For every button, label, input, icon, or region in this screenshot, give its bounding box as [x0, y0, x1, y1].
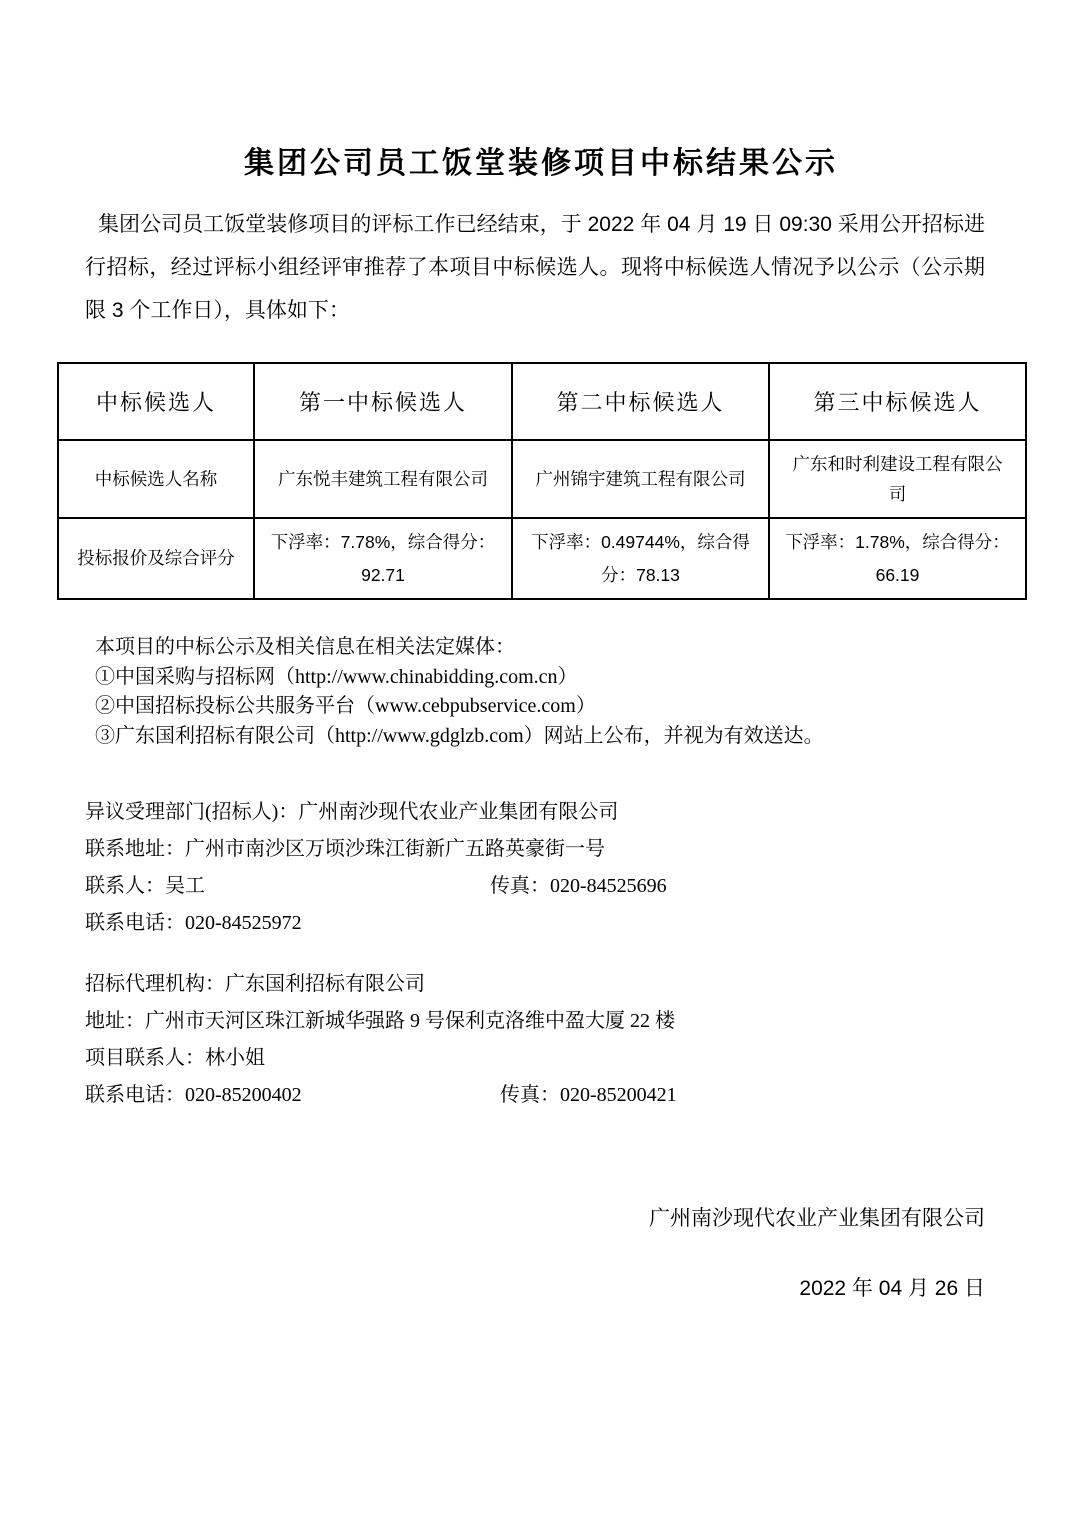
tenderer-address-line: 联系地址：广州市南沙区万顷沙珠江街新广五路英豪街一号 [85, 838, 605, 860]
signature-section [57, 1202, 985, 1302]
cell-score-3: 下浮率：1.78%，综合得分：66.19 [769, 518, 1026, 599]
header-cell-candidate: 中标候选人 [58, 363, 254, 440]
cell-score-1: 下浮率：7.78%，综合得分：92.71 [254, 518, 512, 599]
tenderer-section [85, 794, 1025, 942]
candidates-table [57, 362, 1027, 600]
page-title: 集团公司员工饭堂装修项目中标结果公示 [244, 147, 838, 180]
header-cell-second: 第二中标候选人 [512, 363, 769, 440]
agency-section [85, 966, 1025, 1114]
row-label-name: 中标候选人名称 [58, 440, 254, 518]
cell-company-1: 广东悦丰建筑工程有限公司 [254, 440, 512, 518]
tenderer-fax: 传真：020-84525696 [490, 875, 667, 897]
media-section [95, 633, 1025, 751]
signature-company: 广州南沙现代农业产业集团有限公司 [649, 1206, 985, 1230]
agency-phone: 联系电话：020-85200402 [85, 1084, 302, 1106]
media-item-gdglzb: ③广东国利招标有限公司（http://www.gdglzb.com）网站上公布，并视为有效送达。 [95, 724, 824, 747]
cell-company-3: 广东和时利建设工程有限公司 [769, 440, 1026, 518]
tenderer-contact-person: 联系人：吴工 [85, 875, 205, 897]
intro-paragraph: 集团公司员工饭堂装修项目的评标工作已经结束，于 2022 年 04 月 19 日 09:30 采用公开招标进行招标，经过评标小组经评审推荐了本项目中标候选人。现将中标候选人情况予以公示（公示期限 3 个工作日），具体如下： [85, 213, 985, 322]
table-row [58, 518, 1026, 599]
agency-address-line: 地址：广州市天河区珠江新城华强路 9 号保利克洛维中盈大厦 22 楼 [85, 1010, 675, 1032]
media-item-cebpubservice: ②中国招标投标公共服务平台（www.cebpubservice.com） [95, 695, 596, 717]
cell-score-2: 下浮率：0.49744%，综合得分：78.13 [512, 518, 769, 599]
agency-fax: 传真：020-85200421 [500, 1084, 677, 1106]
table-row [58, 440, 1026, 518]
signature-date: 2022 年 04 月 26 日 [799, 1277, 985, 1300]
media-item-chinabidding: ①中国采购与招标网（http://www.chinabidding.com.cn） [95, 665, 578, 688]
tenderer-phone-line: 联系电话：020-84525972 [85, 912, 302, 934]
agency-contact-line: 项目联系人：林小姐 [85, 1047, 265, 1069]
agency-phone-line [85, 1077, 1025, 1114]
tenderer-dept-line: 异议受理部门(招标人)：广州南沙现代农业产业集团有限公司 [85, 801, 619, 823]
row-label-score: 投标报价及综合评分 [58, 518, 254, 599]
header-cell-first: 第一中标候选人 [254, 363, 512, 440]
header-cell-third: 第三中标候选人 [769, 363, 1026, 440]
media-intro: 本项目的中标公示及相关信息在相关法定媒体： [95, 636, 515, 658]
agency-name-line: 招标代理机构：广东国利招标有限公司 [85, 973, 425, 995]
table-header-row [58, 363, 1026, 440]
tenderer-contact-line [85, 868, 1025, 905]
cell-company-2: 广州锦宇建筑工程有限公司 [512, 440, 769, 518]
